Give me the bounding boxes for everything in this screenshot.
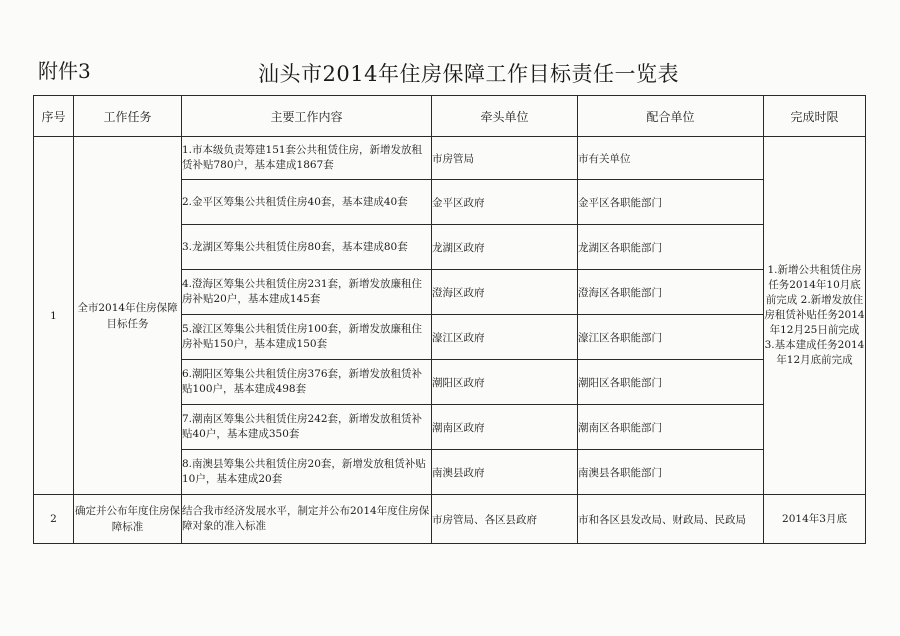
attachment-label: 附件3 [38, 59, 91, 83]
coop-unit: 澄海区各职能部门 [578, 270, 764, 315]
coop-unit: 市有关单位 [578, 137, 764, 180]
header-content: 主要工作内容 [182, 96, 432, 137]
lead-unit: 澄海区政府 [432, 270, 578, 315]
work-content: 5.濠江区筹集公共租赁住房100套，新增发放廉租住房补贴150户，基本建成150套 [182, 315, 432, 360]
table-row [34, 137, 866, 180]
lead-unit: 市房管局、各区县政府 [432, 495, 578, 544]
header-no: 序号 [34, 96, 74, 137]
lead-unit: 潮阳区政府 [432, 360, 578, 405]
target-responsibility-table [33, 95, 866, 544]
row-number: 1 [34, 137, 74, 495]
coop-unit: 潮南区各职能部门 [578, 405, 764, 450]
deadline: 2014年3月底 [764, 495, 866, 544]
work-content: 8.南澳县筹集公共租赁住房20套，新增发放租赁补贴10户，基本建成20套 [182, 450, 432, 495]
header-task: 工作任务 [74, 96, 182, 137]
lead-unit: 龙湖区政府 [432, 225, 578, 270]
work-content: 2.金平区筹集公共租赁住房40套，基本建成40套 [182, 180, 432, 225]
header-coop-unit: 配合单位 [578, 96, 764, 137]
coop-unit: 龙湖区各职能部门 [578, 225, 764, 270]
coop-unit: 潮阳区各职能部门 [578, 360, 764, 405]
header-row [34, 96, 866, 137]
row-number: 2 [34, 495, 74, 544]
coop-unit: 市和各区县发改局、财政局、民政局 [578, 495, 764, 544]
work-content: 结合我市经济发展水平，制定并公布2014年度住房保障对象的准入标准 [182, 495, 432, 544]
work-content: 3.龙湖区筹集公共租赁住房80套，基本建成80套 [182, 225, 432, 270]
coop-unit: 金平区各职能部门 [578, 180, 764, 225]
work-content: 6.潮阳区筹集公共租赁住房376套，新增发放租赁补贴100户，基本建成498套 [182, 360, 432, 405]
work-content: 7.潮南区筹集公共租赁住房242套，新增发放租赁补贴40户，基本建成350套 [182, 405, 432, 450]
header-lead-unit: 牵头单位 [432, 96, 578, 137]
work-content: 1.市本级负责筹建151套公共租赁住房，新增发放租赁补贴780户，基本建成1867套 [182, 137, 432, 180]
lead-unit: 濠江区政府 [432, 315, 578, 360]
coop-unit: 濠江区各职能部门 [578, 315, 764, 360]
document-title: 汕头市2014年住房保障工作目标责任一览表 [258, 62, 679, 86]
table-row [34, 495, 866, 544]
lead-unit: 潮南区政府 [432, 405, 578, 450]
work-task: 全市2014年住房保障目标任务 [74, 137, 182, 495]
header-deadline: 完成时限 [764, 96, 866, 137]
lead-unit: 市房管局 [432, 137, 578, 180]
lead-unit: 南澳县政府 [432, 450, 578, 495]
work-task: 确定并公布年度住房保障标准 [74, 495, 182, 544]
coop-unit: 南澳县各职能部门 [578, 450, 764, 495]
deadline: 1.新增公共租赁住房任务2014年10月底前完成 2.新增发放住房租赁补贴任务2014年12月25日前完成 3.基本建成任务2014年12月底前完成 [764, 137, 866, 495]
lead-unit: 金平区政府 [432, 180, 578, 225]
work-content: 4.澄海区筹集公共租赁住房231套，新增发放廉租住房补贴20户，基本建成145套 [182, 270, 432, 315]
